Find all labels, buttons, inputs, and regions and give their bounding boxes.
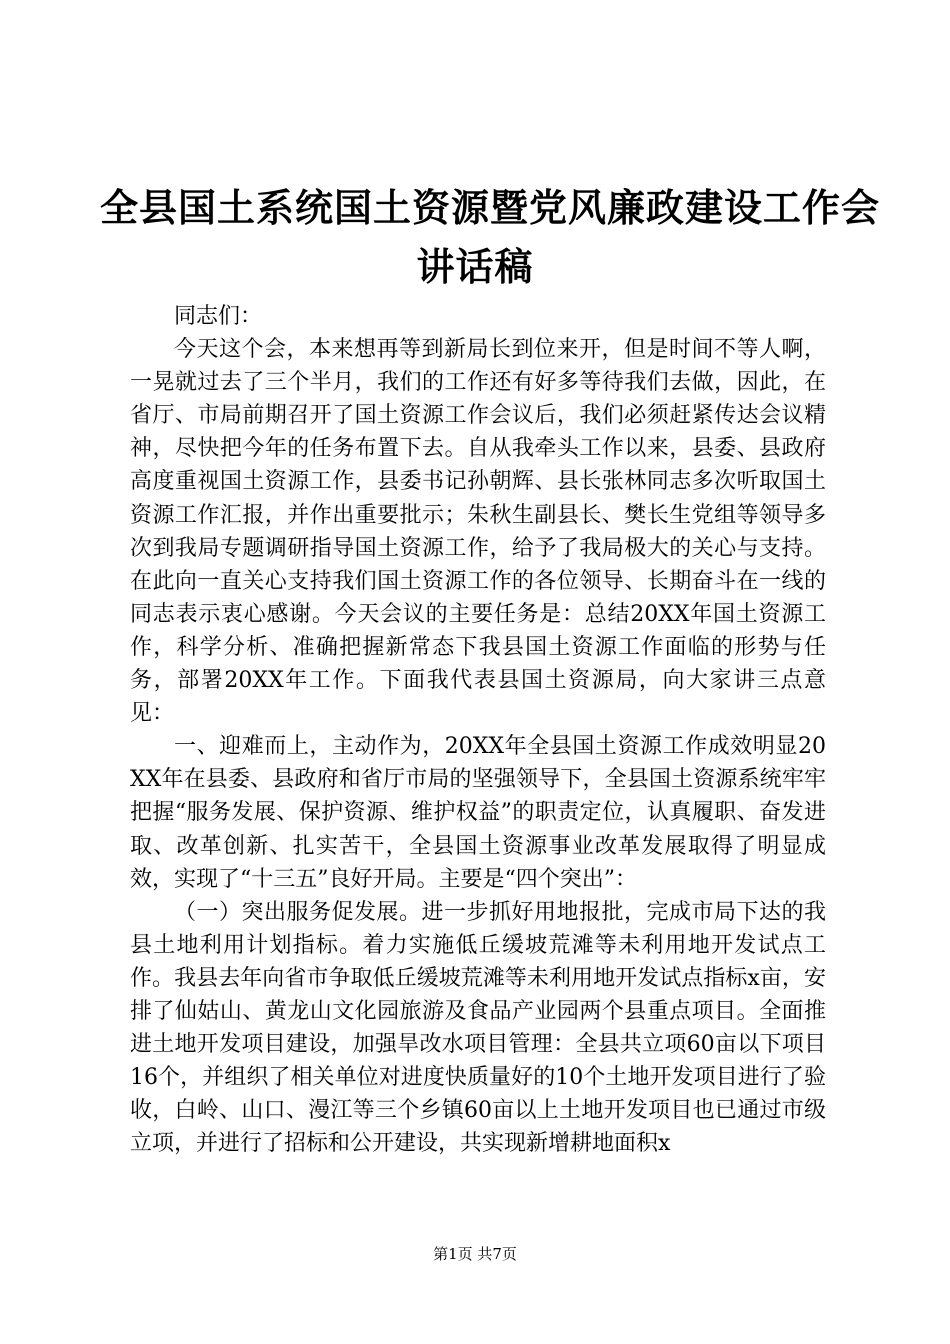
document-title-line-2: 讲话稿 (416, 244, 534, 289)
page-number-footer: 第1页 共7页 (433, 1245, 517, 1263)
salutation-paragraph: 同志们： (174, 304, 263, 329)
body-paragraph: （一）突出服务促发展。进一步抓好用地报批，完成市局下达的我县土地利用计划指标。着力实施低丘缓坡荒滩等未利用地开发试点工作。我县去年向省市争取低丘缓坡荒滩等未利用地开发试点指标x亩，安排了仙姑山、黄龙山文化园旅游及食品产业园两个县重点项目。全面推进土地开发项目建设，加强旱改水项目管理：全县共立项60亩以下项目16个，并组织了相关单位对进度快质量好的10个土地开发项目进行了验收，白岭、山口、漫江等三个乡镇60亩以上土地开发项目也已通过市级立项，并进行了招标和公开建设，共实现新增耕地面积x (130, 899, 826, 1157)
document-title-line-1: 全县国土系统国土资源暨党风廉政建设工作会 (100, 185, 881, 230)
body-paragraph: 一、迎难而上，主动作为，20XX年全县国土资源工作成效明显20XX年在县委、县政府和省厅市局的坚强领导下，全县国土资源系统牢牢把握“服务发展、保护资源、维护权益”的职责定位，认真履职、奋发进取、改革创新、扎实苦干，全县国土资源事业改革发展取得了明显成效，实现了“十三五”良好开局。主要是“四个突出”： (130, 734, 826, 892)
body-paragraph: 今天这个会，本来想再等到新局长到位来开，但是时间不等人啊，一晃就过去了三个半月，我们的工作还有好多等待我们去做，因此，在省厅、市局前期召开了国土资源工作会议后，我们必须赶紧传达会议精神，尽快把今年的任务布置下去。自从我牵头工作以来，县委、县政府高度重视国土资源工作，县委书记孙朝辉、县长张林同志多次听取国土资源工作汇报，并作出重要批示；朱秋生副县长、樊长生党组等领导多次到我局专题调研指导国土资源工作，给予了我局极大的关心与支持。在此向一直关心支持我们国土资源工作的各位领导、长期奋斗在一线的同志表示衷心感谢。今天会议的主要任务是：总结20XX年国土资源工作，科学分析、准确把握新常态下我县国土资源工作面临的形势与任务，部署20XX年工作。下面我代表县国土资源局，向大家讲三点意见： (130, 337, 826, 727)
document-body (130, 300, 826, 1160)
